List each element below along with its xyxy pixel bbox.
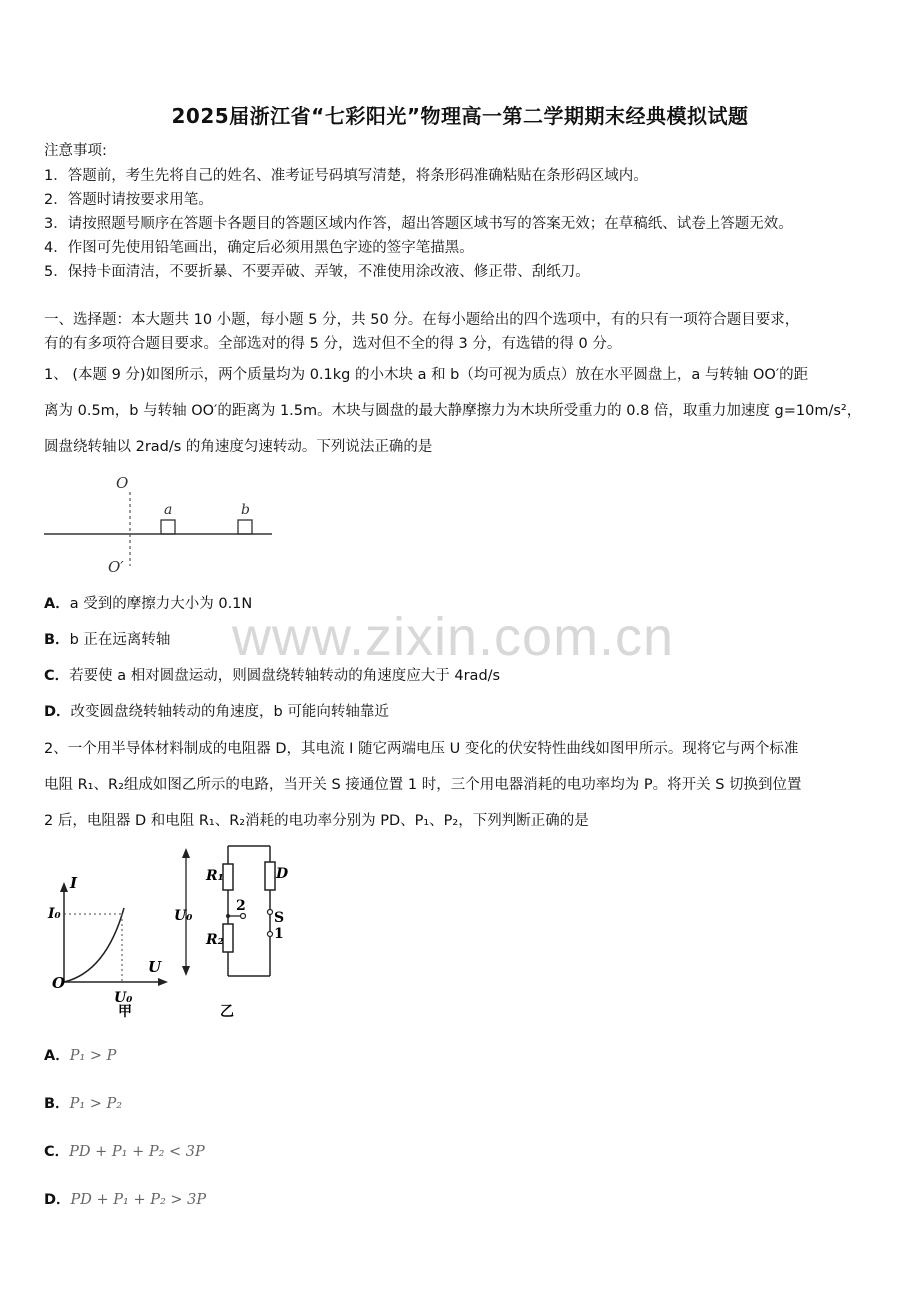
option-d: D．改变圆盘绕转轴转动的角速度，b 可能向转轴靠近	[44, 704, 389, 720]
notice-item: 2．答题时请按要求用笔。	[44, 192, 213, 208]
question-1-text: 圆盘绕转轴以 2rad/s 的角速度匀速转动。下列说法正确的是	[44, 439, 433, 455]
graph-caption: 甲	[118, 1004, 132, 1020]
notice-item: 4．作图可先使用铅笔画出，确定后必须用黑色字迹的签字笔描黑。	[44, 240, 474, 256]
u0-label: U₀	[174, 908, 193, 924]
notice-heading: 注意事项:	[44, 143, 107, 159]
d-label: D	[276, 866, 289, 882]
position-2-label: 2	[236, 898, 246, 914]
axis-label-bottom: O′	[108, 558, 124, 576]
block-b-label: b	[241, 502, 250, 518]
question-2-text: 2、一个用半导体材料制成的电阻器 D，其电流 I 随它两端电压 U 变化的伏安特性曲线如图甲所示。现将它与两个标准	[44, 741, 799, 757]
notice-item: 1．答题前，考生先将自己的姓名、准考证号码填写清楚，将条形码准确粘贴在条形码区域内。	[44, 168, 648, 184]
question-2-text: 2 后，电阻器 D 和电阻 R₁、R₂消耗的电功率分别为 PD、P₁、P₂，下列判断正确的是	[44, 813, 589, 829]
option-a: A．a 受到的摩擦力大小为 0.1N	[44, 596, 253, 612]
watermark: www.zixin.com.cn	[232, 607, 675, 667]
circuit-diagram	[174, 840, 294, 1020]
axis-label-top: O	[116, 474, 129, 492]
u0-label: U₀	[114, 990, 133, 1006]
page-title: 2025届浙江省“七彩阳光”物理高一第二学期期末经典模拟试题	[171, 104, 749, 128]
r1-label: R₁	[206, 868, 224, 884]
option-b: B．b 正在远离转轴	[44, 632, 171, 648]
option-c: C．𝑃𝐷 + 𝑃₁ + 𝑃₂ < 3𝑃	[44, 1144, 205, 1160]
option-a: A．𝑃₁ > 𝑃	[44, 1048, 117, 1064]
question-2-text: 电阻 R₁、R₂组成如图乙所示的电路，当开关 S 接通位置 1 时，三个用电器消耗的电功率均为 P。将开关 S 切换到位置	[44, 777, 802, 793]
position-1-label: 1	[274, 926, 284, 942]
i0-label: I₀	[48, 906, 61, 922]
circuit-caption: 乙	[220, 1004, 234, 1020]
block-a-label: a	[164, 502, 173, 518]
notice-item: 5．保持卡面清洁，不要折暴、不要弄破、弄皱，不准使用涂改液、修正带、刮纸刀。	[44, 264, 590, 280]
section-intro: 一、选择题：本大题共 10 小题，每小题 5 分，共 50 分。在每小题给出的四个选项中，有的只有一项符合题目要求，	[44, 312, 800, 328]
option-d: D．𝑃𝐷 + 𝑃₁ + 𝑃₂ > 3𝑃	[44, 1192, 207, 1208]
question-1-text: 1、 (本题 9 分)如图所示，两个质量均为 0.1kg 的小木块 a 和 b（均可视为质点）放在水平圆盘上，a 与转轴 OO′的距	[44, 367, 809, 383]
s-label: S	[274, 910, 285, 926]
question-1-text: 离为 0.5m，b 与转轴 OO′的距离为 1.5m。木块与圆盘的最大静摩擦力为木块所受重力的 0.8 倍，取重力加速度 g=10m/s²，	[44, 403, 862, 419]
option-b: B．𝑃₁ > 𝑃₂	[44, 1096, 123, 1112]
notice-item: 3．请按照题号顺序在答题卡各题目的答题区域内作答，超出答题区域书写的答案无效；在草稿纸、试卷上答题无效。	[44, 216, 793, 232]
question-1-figure	[44, 470, 274, 580]
option-c: C．若要使 a 相对圆盘运动，则圆盘绕转轴转动的角速度应大于 4rad/s	[44, 668, 501, 684]
origin-label: O	[52, 974, 66, 992]
iv-curve-graph	[44, 860, 174, 1020]
y-axis-label: I	[70, 874, 78, 892]
r2-label: R₂	[206, 932, 224, 948]
section-intro: 有的有多项符合题目要求。全部选对的得 5 分，选对但不全的得 3 分，有选错的得 0 分。	[44, 336, 622, 352]
x-axis-label: U	[148, 958, 162, 976]
